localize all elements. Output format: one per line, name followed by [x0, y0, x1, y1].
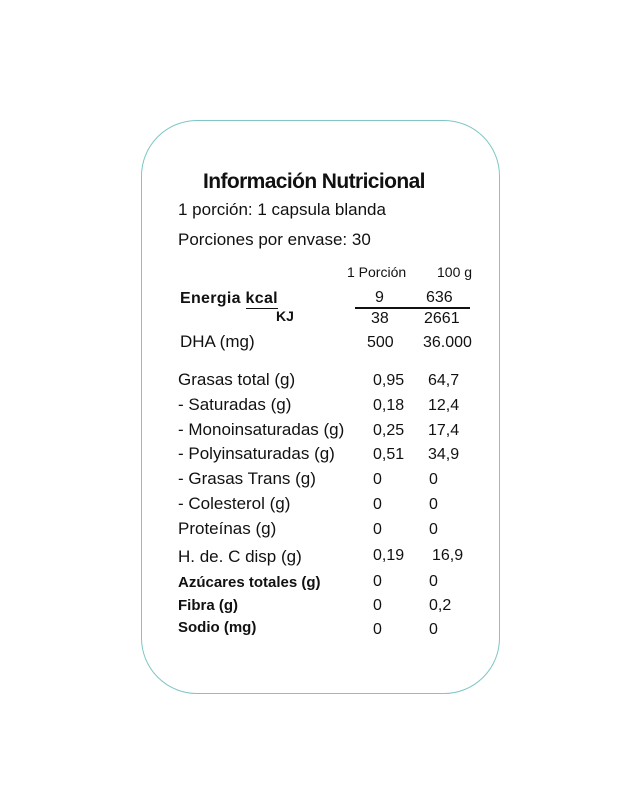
column-header-100g: 100 g [437, 264, 473, 280]
nutrient-label: Grasas total (g) [178, 370, 296, 389]
nutrient-label: Azúcares totales (g) [178, 574, 321, 591]
nutrient-label: - Colesterol (g) [178, 494, 291, 513]
nutrient-100g: 12,4 [428, 397, 460, 414]
dha-portion: 500 [367, 334, 394, 351]
dha-label: DHA (mg) [180, 332, 255, 351]
nutrient-label: - Monoinsaturadas (g) [178, 420, 345, 439]
nutrient-100g: 0 [429, 496, 438, 513]
nutrient-portion: 0 [373, 573, 382, 590]
nutrient-portion: 0,51 [373, 446, 405, 463]
nutrient-label: Sodio (mg) [178, 619, 257, 636]
nutrient-100g: 17,4 [428, 422, 460, 439]
nutrient-100g: 0 [429, 521, 438, 538]
column-header-portion: 1 Porción [347, 264, 407, 280]
energy-kcal-portion: 9 [375, 289, 384, 306]
nutrient-100g: 0 [429, 471, 438, 488]
nutrient-100g: 64,7 [428, 372, 460, 389]
nutrient-100g: 0 [429, 621, 438, 638]
nutrient-portion: 0 [373, 521, 382, 538]
energy-kj-portion: 38 [371, 310, 389, 327]
nutrient-label: - Saturadas (g) [178, 395, 292, 414]
servings-per-container: Porciones por envase: 30 [178, 230, 371, 249]
nutrient-portion: 0,19 [373, 547, 405, 564]
nutrient-100g: 34,9 [428, 446, 460, 463]
energy-label-text: Energia [180, 290, 241, 307]
label-title: Información Nutricional [203, 170, 425, 193]
nutrient-portion: 0 [373, 621, 382, 638]
nutrient-portion: 0 [373, 471, 382, 488]
nutrient-label: H. de. C disp (g) [178, 547, 302, 566]
nutrient-portion: 0 [373, 597, 382, 614]
nutrient-label: Fibra (g) [178, 597, 238, 614]
energy-kj-100g: 2661 [424, 310, 460, 327]
nutrient-100g: 0,2 [429, 597, 452, 614]
nutrient-100g: 16,9 [432, 547, 464, 564]
nutrient-portion: 0 [373, 496, 382, 513]
serving-size: 1 porción: 1 capsula blanda [178, 200, 386, 219]
nutrient-label: - Polyinsaturadas (g) [178, 444, 335, 463]
energy-label [180, 291, 278, 307]
energy-kcal-100g: 636 [426, 289, 453, 306]
nutrient-label: Proteínas (g) [178, 519, 277, 538]
nutrient-portion: 0,25 [373, 422, 405, 439]
nutrient-portion: 0,95 [373, 372, 405, 389]
nutrient-100g: 0 [429, 573, 438, 590]
dha-100g: 36.000 [423, 334, 472, 351]
nutrient-label: - Grasas Trans (g) [178, 469, 316, 488]
energy-divider-line [355, 307, 470, 309]
nutrient-portion: 0,18 [373, 397, 405, 414]
energy-kj-unit: KJ [276, 308, 294, 324]
energy-kcal-unit: kcal [245, 290, 278, 307]
